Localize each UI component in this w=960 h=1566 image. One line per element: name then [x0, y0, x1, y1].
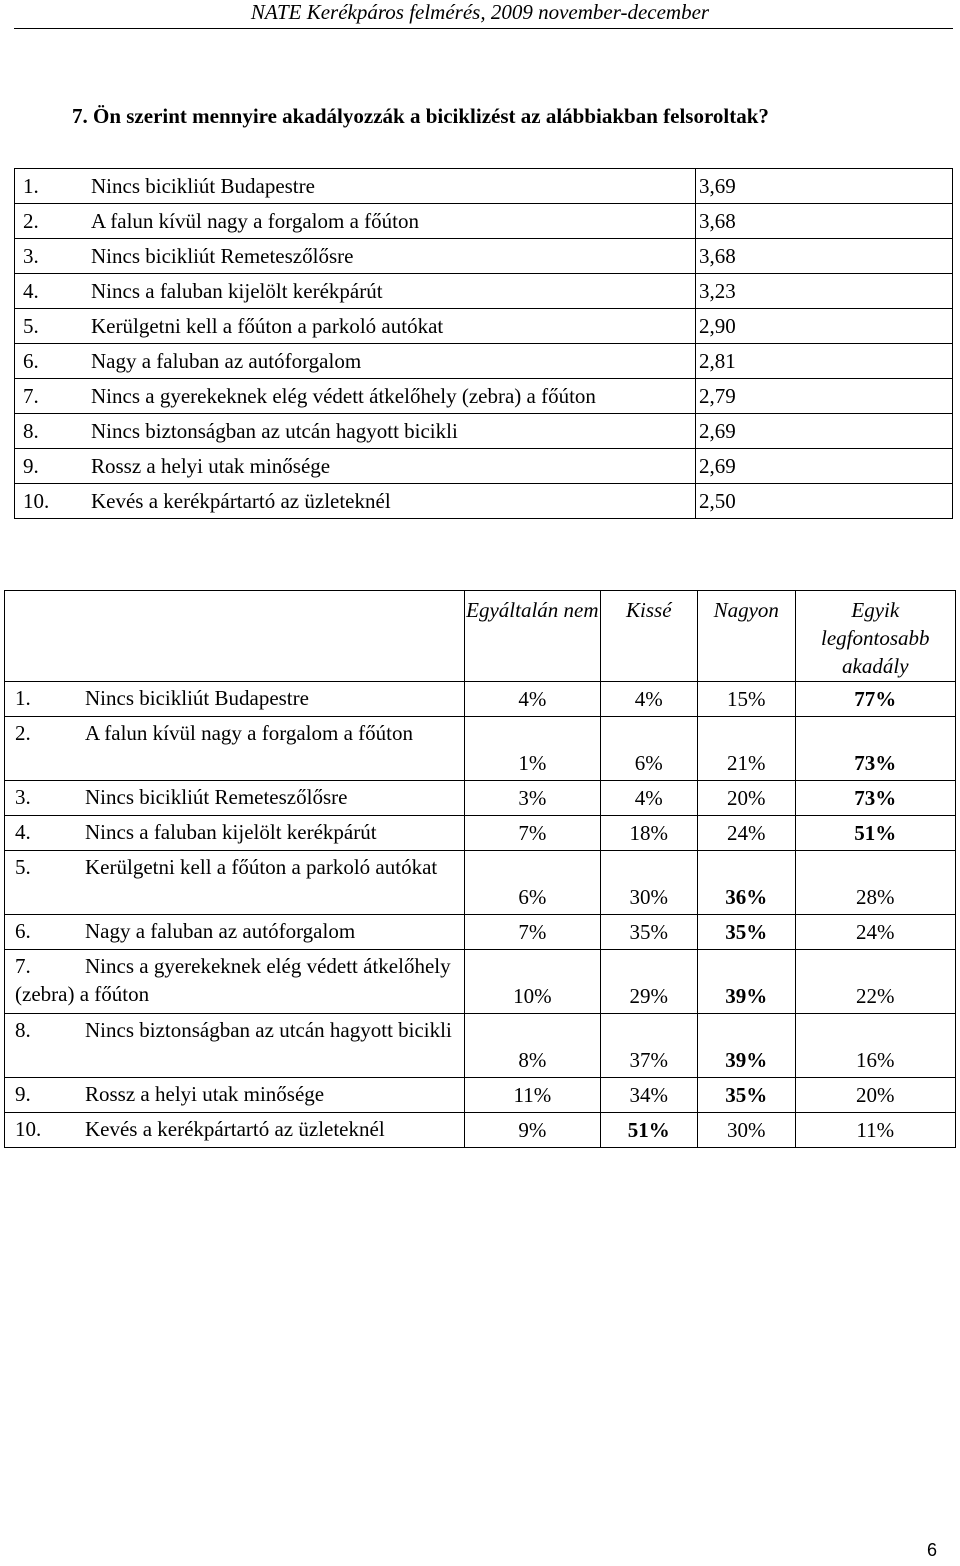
percentage-row-label-cell [5, 950, 465, 1014]
percentage-row [5, 1014, 956, 1078]
percentage-row-label-cell [5, 816, 465, 851]
ranking-row [15, 379, 953, 414]
percentage-value: 35% [697, 915, 795, 950]
percentage-row-number: 2. [15, 721, 31, 745]
percentage-value: 18% [600, 816, 697, 851]
percentage-value: 10% [465, 950, 600, 1014]
percentage-value: 6% [600, 717, 697, 781]
percentage-row-label-cell [5, 1113, 465, 1148]
ranking-label: Nagy a faluban az autóforgalom [91, 344, 696, 379]
header-kisse: Kissé [600, 591, 697, 682]
percentage-row-label: A falun kívül nagy a forgalom a főúton [85, 721, 413, 745]
percentage-table-body [5, 682, 956, 1148]
ranking-row [15, 414, 953, 449]
ranking-number: 3. [15, 239, 92, 274]
ranking-value: 2,81 [696, 344, 953, 379]
percentage-value: 21% [697, 717, 795, 781]
header-rule [14, 28, 953, 29]
ranking-number: 5. [15, 309, 92, 344]
percentage-value: 51% [600, 1113, 697, 1148]
percentage-value: 16% [795, 1014, 955, 1078]
percentage-row-label: Rossz a helyi utak minősége [85, 1082, 325, 1106]
percentage-value: 24% [795, 915, 955, 950]
percentage-row-number: 9. [15, 1082, 31, 1106]
percentage-value: 4% [600, 781, 697, 816]
percentage-row [5, 816, 956, 851]
percentage-value: 36% [697, 851, 795, 915]
percentage-row-number: 4. [15, 820, 31, 844]
percentage-value: 37% [600, 1014, 697, 1078]
percentage-row-number: 3. [15, 785, 31, 809]
ranking-label: Rossz a helyi utak minősége [91, 449, 696, 484]
percentage-value: 11% [795, 1113, 955, 1148]
percentage-value: 8% [465, 1014, 600, 1078]
ranking-row [15, 484, 953, 519]
percentage-value: 35% [600, 915, 697, 950]
page-header: NATE Kerékpáros felmérés, 2009 november-december [250, 0, 710, 24]
percentage-row-label: Nincs bicikliút Budapestre [85, 686, 309, 710]
ranking-row [15, 274, 953, 309]
percentage-value: 6% [465, 851, 600, 915]
ranking-row [15, 239, 953, 274]
percentage-row-number: 5. [15, 855, 31, 879]
ranking-row [15, 344, 953, 379]
ranking-row [15, 309, 953, 344]
percentage-value: 15% [697, 682, 795, 717]
percentage-value: 4% [465, 682, 600, 717]
percentage-value: 4% [600, 682, 697, 717]
ranking-value: 2,69 [696, 414, 953, 449]
percentage-value: 20% [697, 781, 795, 816]
ranking-row [15, 169, 953, 204]
percentage-value: 29% [600, 950, 697, 1014]
percentage-row-number: 7. [15, 954, 31, 978]
percentage-value: 7% [465, 915, 600, 950]
ranking-label: Nincs a faluban kijelölt kerékpárút [91, 274, 696, 309]
ranking-value: 3,68 [696, 204, 953, 239]
percentage-row-label-cell [5, 717, 465, 781]
percentage-value: 28% [795, 851, 955, 915]
ranking-value: 3,69 [696, 169, 953, 204]
percentage-row-number: 6. [15, 919, 31, 943]
percentage-row-number: 8. [15, 1018, 31, 1042]
percentage-row-label: Kerülgetni kell a főúton a parkoló autókat [85, 855, 438, 879]
percentage-row-label-cell [5, 682, 465, 717]
ranking-label: Nincs biztonságban az utcán hagyott bicikli [91, 414, 696, 449]
ranking-row [15, 449, 953, 484]
ranking-label: Kevés a kerékpártartó az üzleteknél [91, 484, 696, 519]
percentage-row-label-cell [5, 781, 465, 816]
ranking-number: 9. [15, 449, 92, 484]
percentage-table-head [5, 591, 956, 682]
ranking-number: 6. [15, 344, 92, 379]
percentage-row [5, 950, 956, 1014]
percentage-value: 39% [697, 950, 795, 1014]
ranking-value: 2,90 [696, 309, 953, 344]
ranking-label: Nincs bicikliút Remeteszőlősre [91, 239, 696, 274]
ranking-value: 2,69 [696, 449, 953, 484]
percentage-value: 20% [795, 1078, 955, 1113]
percentage-value: 34% [600, 1078, 697, 1113]
percentage-value: 77% [795, 682, 955, 717]
header-egyik-legfontosabb: Egyik legfontosabb akadály [795, 591, 955, 682]
ranking-number: 10. [15, 484, 92, 519]
ranking-number: 7. [15, 379, 92, 414]
percentage-value: 1% [465, 717, 600, 781]
percentage-value: 11% [465, 1078, 600, 1113]
percentage-row [5, 915, 956, 950]
header-nagyon: Nagyon [697, 591, 795, 682]
percentage-value: 51% [795, 816, 955, 851]
percentage-row-label: Nincs a gyerekeknek elég védett átkelőhely (zebra) a főúton [15, 954, 451, 1006]
percentage-row-label: Nincs bicikliút Remeteszőlősre [85, 785, 348, 809]
percentage-row-label: Kevés a kerékpártartó az üzleteknél [85, 1117, 385, 1141]
percentage-row-number: 1. [15, 686, 31, 710]
ranking-label: Nincs a gyerekeknek elég védett átkelőhely (zebra) a főúton [91, 379, 696, 414]
ranking-label: Kerülgetni kell a főúton a parkoló autókat [91, 309, 696, 344]
percentage-row-label-cell [5, 915, 465, 950]
percentage-table [4, 590, 956, 1148]
percentage-row [5, 1078, 956, 1113]
ranking-number: 2. [15, 204, 92, 239]
percentage-row [5, 851, 956, 915]
header-blank-cell [5, 591, 465, 682]
percentage-value: 35% [697, 1078, 795, 1113]
percentage-value: 9% [465, 1113, 600, 1148]
percentage-value: 30% [697, 1113, 795, 1148]
percentage-value: 73% [795, 717, 955, 781]
percentage-row-label-cell [5, 1014, 465, 1078]
percentage-header-row [5, 591, 956, 682]
percentage-value: 22% [795, 950, 955, 1014]
percentage-value: 7% [465, 816, 600, 851]
percentage-row-label: Nagy a faluban az autóforgalom [85, 919, 356, 943]
ranking-value: 2,79 [696, 379, 953, 414]
ranking-table-body [15, 169, 953, 519]
ranking-number: 8. [15, 414, 92, 449]
percentage-value: 3% [465, 781, 600, 816]
percentage-value: 30% [600, 851, 697, 915]
ranking-label: Nincs bicikliút Budapestre [91, 169, 696, 204]
ranking-value: 3,68 [696, 239, 953, 274]
percentage-row-label: Nincs a faluban kijelölt kerékpárút [85, 820, 377, 844]
ranking-number: 1. [15, 169, 92, 204]
ranking-row [15, 204, 953, 239]
header-egyaltalan-nem: Egyáltalán nem [465, 591, 600, 682]
percentage-row-label: Nincs biztonságban az utcán hagyott bicikli [85, 1018, 452, 1042]
percentage-row [5, 682, 956, 717]
percentage-row [5, 717, 956, 781]
percentage-row [5, 781, 956, 816]
percentage-value: 39% [697, 1014, 795, 1078]
percentage-row-number: 10. [15, 1117, 42, 1141]
percentage-row-label-cell [5, 851, 465, 915]
percentage-row-label-cell [5, 1078, 465, 1113]
ranking-label: A falun kívül nagy a forgalom a főúton [91, 204, 696, 239]
ranking-number: 4. [15, 274, 92, 309]
percentage-value: 24% [697, 816, 795, 851]
ranking-value: 3,23 [696, 274, 953, 309]
question-title: 7. Ön szerint mennyire akadályozzák a biciklizést az alábbiakban felsoroltak? [72, 104, 769, 128]
page-number: 6 [927, 1540, 938, 1560]
percentage-row [5, 1113, 956, 1148]
ranking-table [14, 168, 953, 519]
ranking-value: 2,50 [696, 484, 953, 519]
percentage-value: 73% [795, 781, 955, 816]
